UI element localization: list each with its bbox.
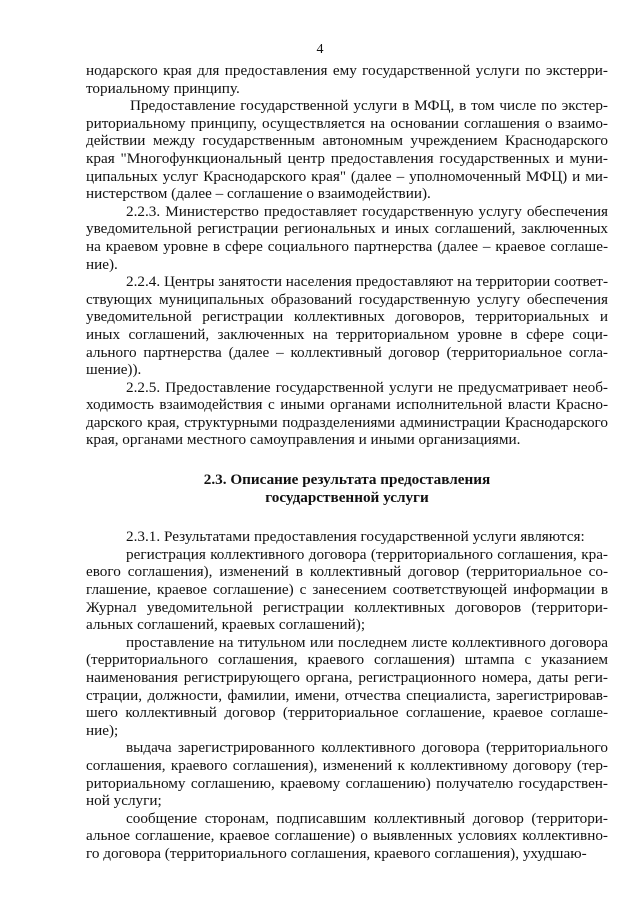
result-item-registration: регистрация коллективного договора (территориального соглашения, кра-евого соглашения), изменений в коллективный договор (территориальное со-глашение, краевое соглашение) с занесением соответствующей информации в Журнал уведомительной регистрации коллективных договоров (территори-альных соглашений, краевых соглашений);: [86, 545, 608, 634]
paragraph-2-2-5: 2.2.5. Предоставление государственной услуги не предусматривает необ-ходимость взаимодействия с иными органами исполнительной власти Красно-дарского края, структурными подразделениями администрации Краснодарского края, органами местного самоуправления и иными организациями.: [86, 378, 608, 449]
paragraph-2-2-4: 2.2.4. Центры занятости населения предоставляют на территории соответ-ствующих муниципальных образований государственную услугу обеспечения уведомительной регистрации коллективных договоров, территориальных и иных соглашений, заключенных на территориальном уровне в сфере соци-ального партнерства (далее – коллективный договор (территориальное согла-шение)).: [86, 273, 608, 379]
paragraph-mfc: Предоставление государственной услуги в МФЦ, в том числе по экстер-риториальному принципу, осуществляется на основании соглашения о взаимо-действии между государственным автономным учреждением Краснодарского края "Многофункциональный центр предоставления государственных и муни-ципальных услуг Краснодарского края" (далее – уполномоченный МФЦ) и ми-нистерством (далее – соглашение о взаимодействии).: [86, 97, 608, 203]
result-item-notification: сообщение сторонам, подписавшим коллективный договор (территори-альное соглашение, краевое соглашение) о выявленных условиях коллективно-го договора (территориального соглашения, краевого соглашения), ухудшаю-: [86, 809, 608, 862]
paragraph-2-2-3: 2.2.3. Министерство предоставляет государственную услугу обеспечения уведомительной регистрации региональных и иных соглашений, заключенных на краевом уровне в сфере социального партнерства (далее – краевое соглаше-ние).: [86, 202, 608, 273]
section-heading-line-1: 2.3. Описание результата предоставления: [203, 471, 491, 489]
paragraph-continuation: нодарского края для предоставления ему государственной услуги по экстерри-ториальному принципу.: [86, 62, 608, 97]
paragraph-2-3-1: 2.3.1. Результатами предоставления государственной услуги являются:: [126, 528, 585, 546]
section-heading-line-2: государственной услуги: [265, 488, 429, 506]
result-item-stamp: проставление на титульном или последнем листе коллективного договора (территориального соглашения, краевого соглашения) штампа с указанием наименования регистрирующего органа, регистрационного номера, даты реги-страции, должности, фамилии, имени, отчества специалиста, зарегистрировав-шего коллективный договор (территориальное соглашение, краевое соглаше-ние);: [86, 633, 608, 739]
page-number: 4: [316, 42, 324, 57]
section-heading: [86, 471, 608, 506]
document-body: [86, 62, 608, 863]
result-item-issuance: выдача зарегистрированного коллективного договора (территориального соглашения, краевого соглашения), изменений к коллективному договору (тер-риториальному соглашению, краевому соглашению) получателю государствен-ной услуги;: [86, 739, 608, 810]
